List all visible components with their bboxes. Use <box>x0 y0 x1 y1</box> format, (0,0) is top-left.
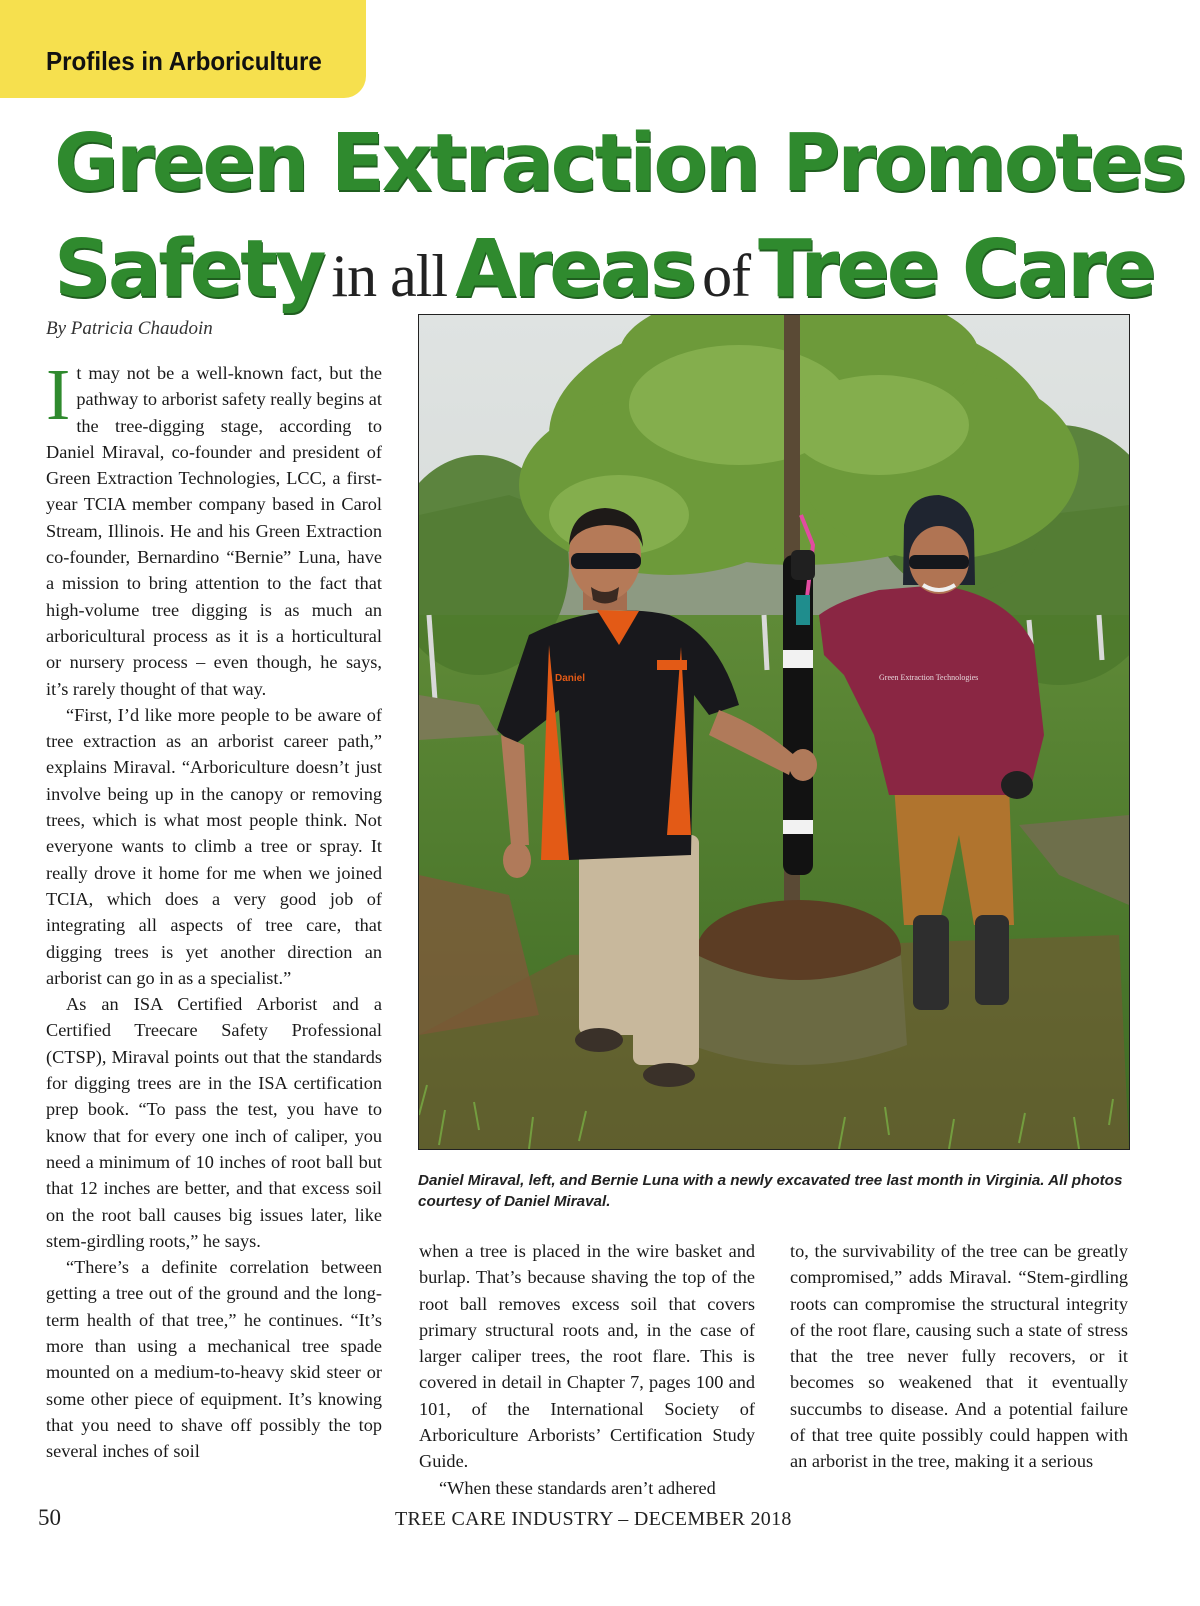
article-paragraph-1 <box>46 354 382 702</box>
article-photo <box>418 314 1130 1150</box>
article-paragraph-3: As an ISA Certified Arborist and a Certified Treecare Safety Professional (CTSP), Miraval points out that the standards for digging trees are in the ISA certification prep book. “To pass the test, you have to know that for every one inch of caliper, you need a minimum of 10 inches of root ball but that 12 inches are better, and that excess soil on the root ball causes big issues later, like stem-girdling roots,” he says. <box>46 994 382 1251</box>
headline-word-areas: Areas <box>455 223 695 315</box>
article-column-1 <box>46 354 382 1464</box>
section-tab <box>0 0 366 98</box>
article-paragraph-7: to, the survivability of the tree can be greatly compromised,” adds Miraval. “Stem-girdling roots can compromise the structural integrity of the root flare, causing such a state of stress that the tree never fully recovers, or it becomes so weakened that it eventually succumbs to disease. And a potential failure of that tree quite possibly could happen with an arborist in the tree, making it a serious <box>790 1241 1128 1472</box>
drop-cap: I <box>46 354 71 435</box>
headline-line1-text: Green Extraction Promotes <box>54 117 1185 209</box>
headline-word-of: of <box>702 243 751 309</box>
hoodie-print: Green Extraction Technologies <box>879 673 979 682</box>
headline-word-in-all: in all <box>331 243 448 309</box>
shirt-name-tag: Daniel <box>555 673 586 684</box>
article-paragraph-5: when a tree is placed in the wire basket and burlap. That’s because shaving the top of the root ball removes excess soil that covers primary structural roots and, in the case of larger caliper trees, the root flare. This is covered in detail in Chapter 7, pages 100 and 101, of the International Society of Arboriculture Arborists’ Certification Study Guide. <box>419 1241 755 1472</box>
article-column-3 <box>790 1238 1128 1475</box>
article-paragraph-2: “First, I’d like more people to be aware of tree extraction as an arborist career path,” explains Miraval. “Arboriculture doesn’t just involve being up in the canopy or removing trees, which is what most people think. Not everyone wants to climb a tree or spray. It really drove it home for me when we joined TCIA, which does a very good job of integrating all aspects of tree care, that digging trees is yet another direction an arborist can go in as a specialist.” <box>46 704 382 988</box>
photo-caption: Daniel Miraval, left, and Bernie Luna with a newly excavated tree last month in Virginia. All photos courtesy of Daniel Miraval. <box>418 1172 1123 1210</box>
article-paragraph-6: “When these standards aren’t adhered <box>439 1477 716 1498</box>
headline-word-tree-care: Tree Care <box>758 223 1154 315</box>
byline: By Patricia Chaudoin <box>46 318 213 339</box>
page-number: 50 <box>38 1505 61 1530</box>
publication-footer: TREE CARE INDUSTRY – DECEMBER 2018 <box>395 1508 792 1530</box>
headline <box>54 117 1185 330</box>
headline-line-1 <box>54 117 1185 224</box>
article-paragraph-1-text: t may not be a well-known fact, but the pathway to arborist safety really begins at the tree-digging stage, according to Daniel Miraval, co-founder and president of Green Extraction Technologies, LCC, a first-year TCIA member company based in Carol Stream, Illinois. He and his Green Extraction co-founder, Bernardino “Bernie” Luna, have a mission to bring attention to the fact that high-volume tree digging is as much an arboricultural process as it is a horticultural or nursery process – even though, he says, it’s rarely thought of that way. <box>46 363 382 699</box>
headline-word-safety: Safety <box>54 223 324 315</box>
article-paragraph-4: “There’s a definite correlation between getting a tree out of the ground and the long-term health of that tree,” he continues. “It’s more than using a mechanical tree spade mounted on a medium-to-heavy skid steer or some other piece of equipment. It’s knowing that you need to shave off possibly the top several inches of soil <box>46 1257 382 1462</box>
article-column-2 <box>419 1238 755 1501</box>
section-tab-label: Profiles in Arboriculture <box>46 46 322 76</box>
